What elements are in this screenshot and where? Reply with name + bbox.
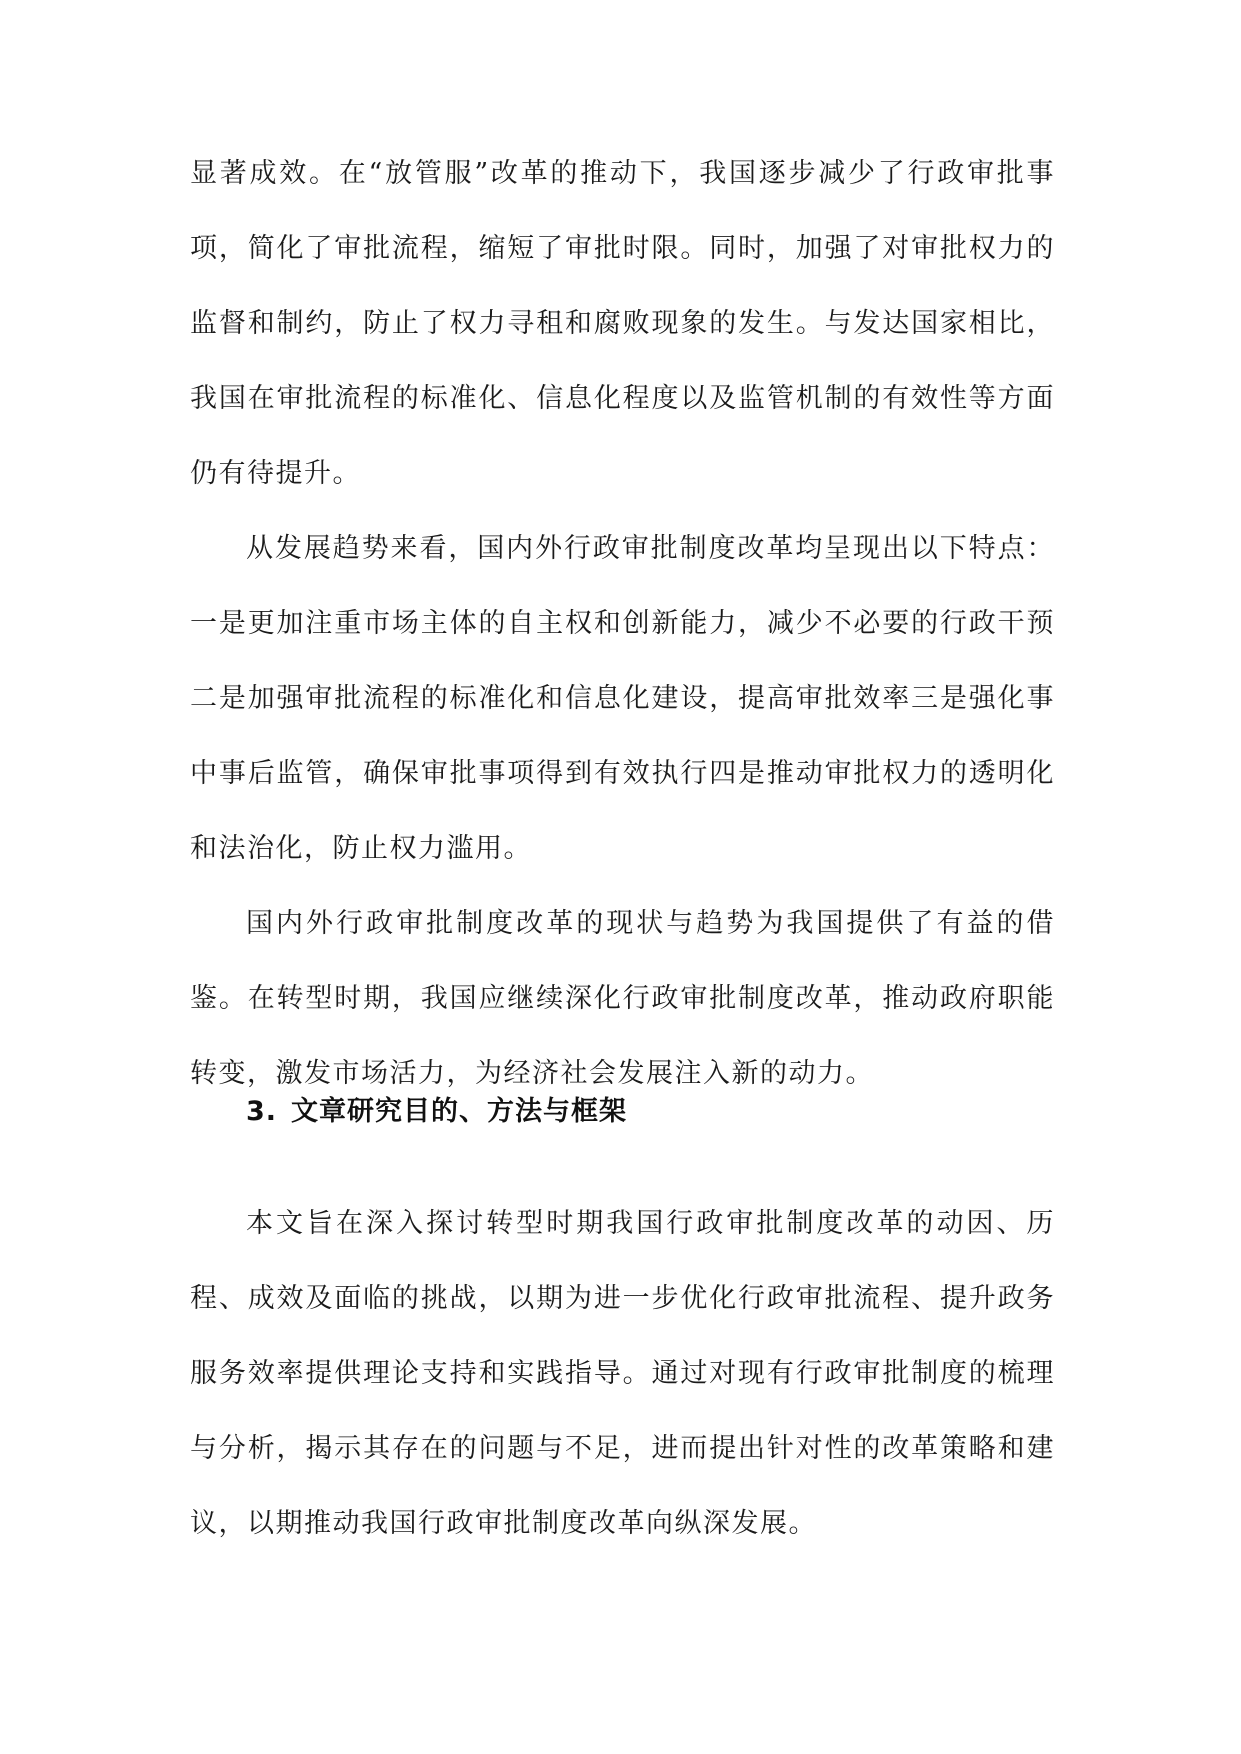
body-paragraph-trends: 从发展趋势来看，国内外行政审批制度改革均呈现出以下特点：一是更加注重市场主体的自主权和创新能力，减少不必要的行政干预二是加强审批流程的标准化和信息化建设，提高审批效率三是强化事中事后监管，确保审批事项得到有效执行四是推动审批权力的透明化和法治化，防止权力滥用。	[190, 533, 1055, 864]
body-paragraph-summary: 国内外行政审批制度改革的现状与趋势为我国提供了有益的借鉴。在转型时期，我国应继续深化行政审批制度改革，推动政府职能转变，激发市场活力，为经济社会发展注入新的动力。	[190, 908, 1055, 1089]
section-heading	[246, 1074, 627, 1149]
body-paragraph-continued: 显著成效。在“放管服”改革的推动下，我国逐步减少了行政审批事项，简化了审批流程，缩短了审批时限。同时，加强了对审批权力的监督和制约，防止了权力寻租和腐败现象的发生。与发达国家相比，我国在审批流程的标准化、信息化程度以及监管机制的有效性等方面仍有待提升。	[190, 158, 1055, 489]
section-number: 3.	[246, 1096, 278, 1127]
section-title: 文章研究目的、方法与框架	[291, 1096, 628, 1127]
section-paragraph: 本文旨在深入探讨转型时期我国行政审批制度改革的动因、历程、成效及面临的挑战，以期为进一步优化行政审批流程、提升政务服务效率提供理论支持和实践指导。通过对现有行政审批制度的梳理与分析，揭示其存在的问题与不足，进而提出针对性的改革策略和建议，以期推动我国行政审批制度改革向纵深发展。	[190, 1208, 1055, 1539]
